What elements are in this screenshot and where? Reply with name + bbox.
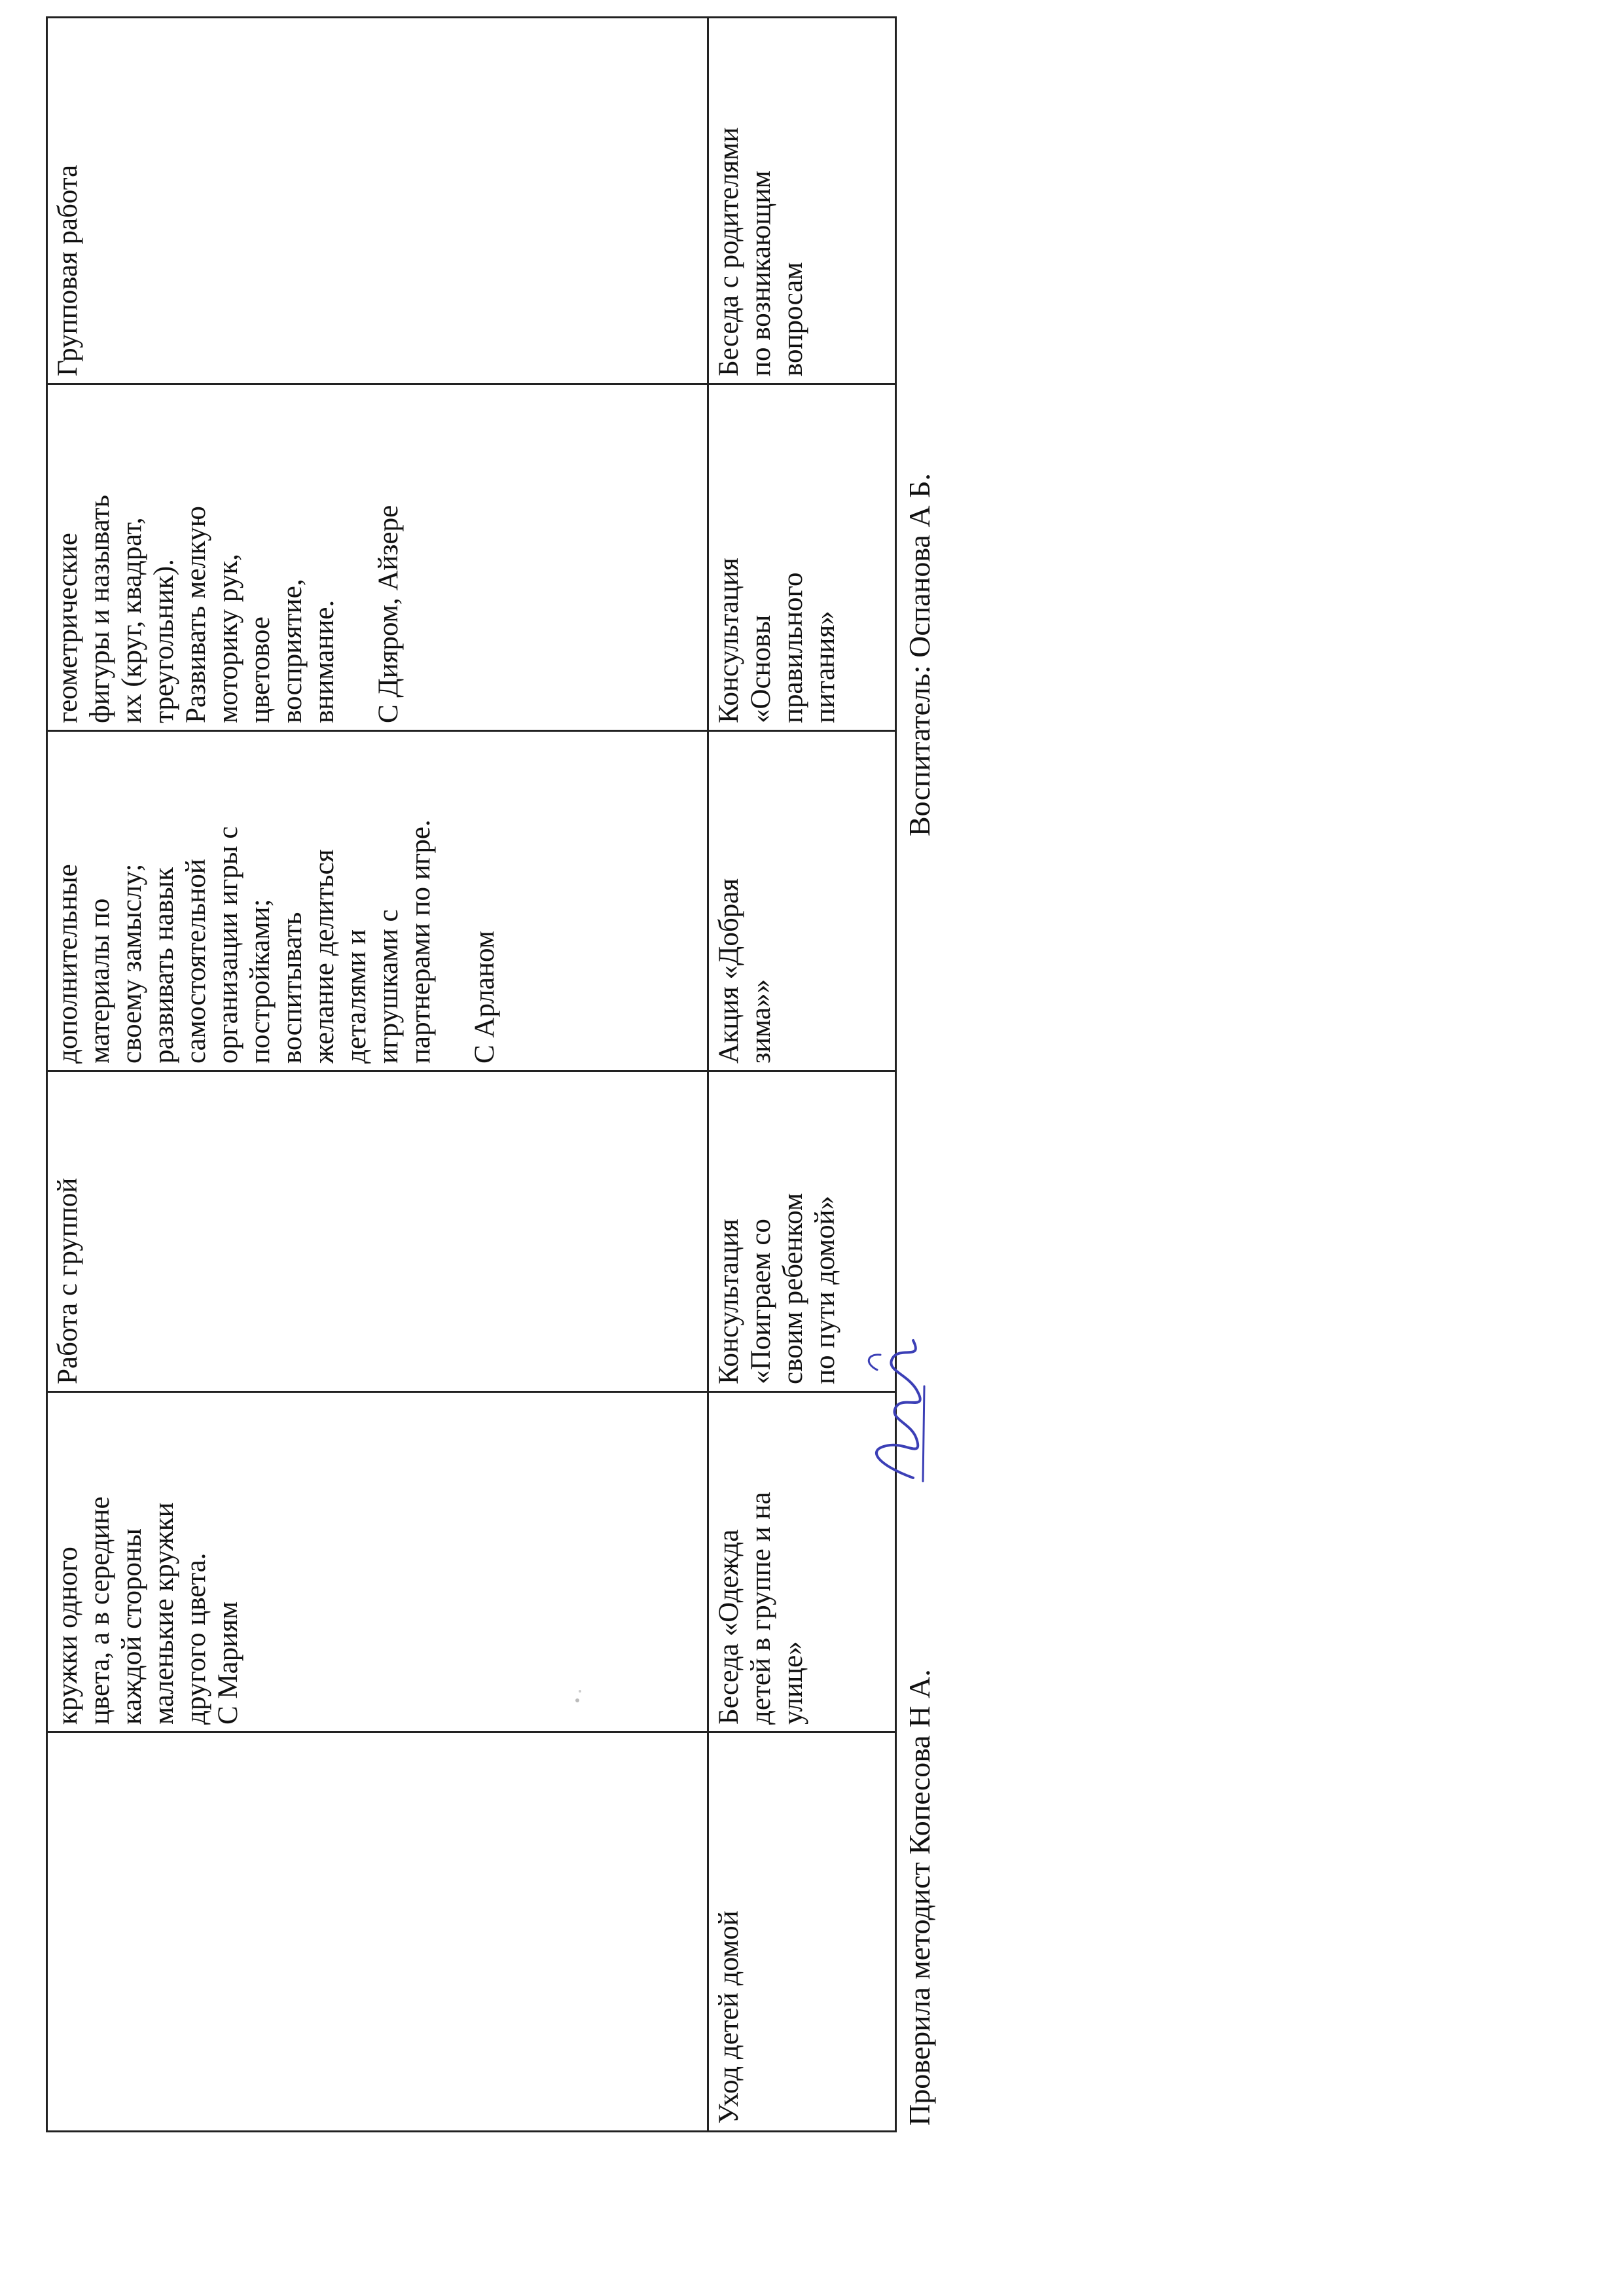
table-cell: Групповая работа xyxy=(47,18,708,384)
table-cell: Консультация «Основы правильного питания» xyxy=(708,384,896,731)
methodist-signature-line: Проверила методист Копесова Н А. xyxy=(903,1669,936,2126)
table-cell: Уход детей домой xyxy=(708,1732,896,2132)
table-cell: Беседа «Одежда детей в группе и на улице» xyxy=(708,1392,896,1732)
table-cell: Консультация «Поиграем со своим ребенком по пути домой» xyxy=(708,1071,896,1392)
table-cell: Работа с группой xyxy=(47,1071,708,1392)
table-cell: Акция «Добрая зима»» xyxy=(708,731,896,1071)
table-row xyxy=(708,18,896,2132)
table-row xyxy=(47,18,708,2132)
table-cell: дополнительные материалы по своему замыслу; развивать навык самостоятельной организации игры с постройками; воспитывать желание делиться деталями и игрушками с партнерами по игре. С Арланом xyxy=(47,731,708,1071)
table-cell: кружки одного цвета, а в середине каждой стороны маленькие кружки другого цвета. С Мариям xyxy=(47,1392,708,1732)
scan-speck xyxy=(569,1681,589,1707)
signature-footer xyxy=(900,31,946,2126)
table-cell xyxy=(47,1732,708,2132)
handwritten-signature xyxy=(851,1327,949,1484)
table-cell: геометрические фигуры и называть их (круг, квадрат, треугольник). Развивать мелкую моторику рук, цветовое восприятие, внимание. С Дияром, Айзере xyxy=(47,384,708,731)
educator-signature-line: Воспитатель: Оспанова А Б. xyxy=(903,473,936,836)
table-cell: Беседа с родителями по возникающим вопросам xyxy=(708,18,896,384)
weekly-plan-table xyxy=(46,16,897,2132)
